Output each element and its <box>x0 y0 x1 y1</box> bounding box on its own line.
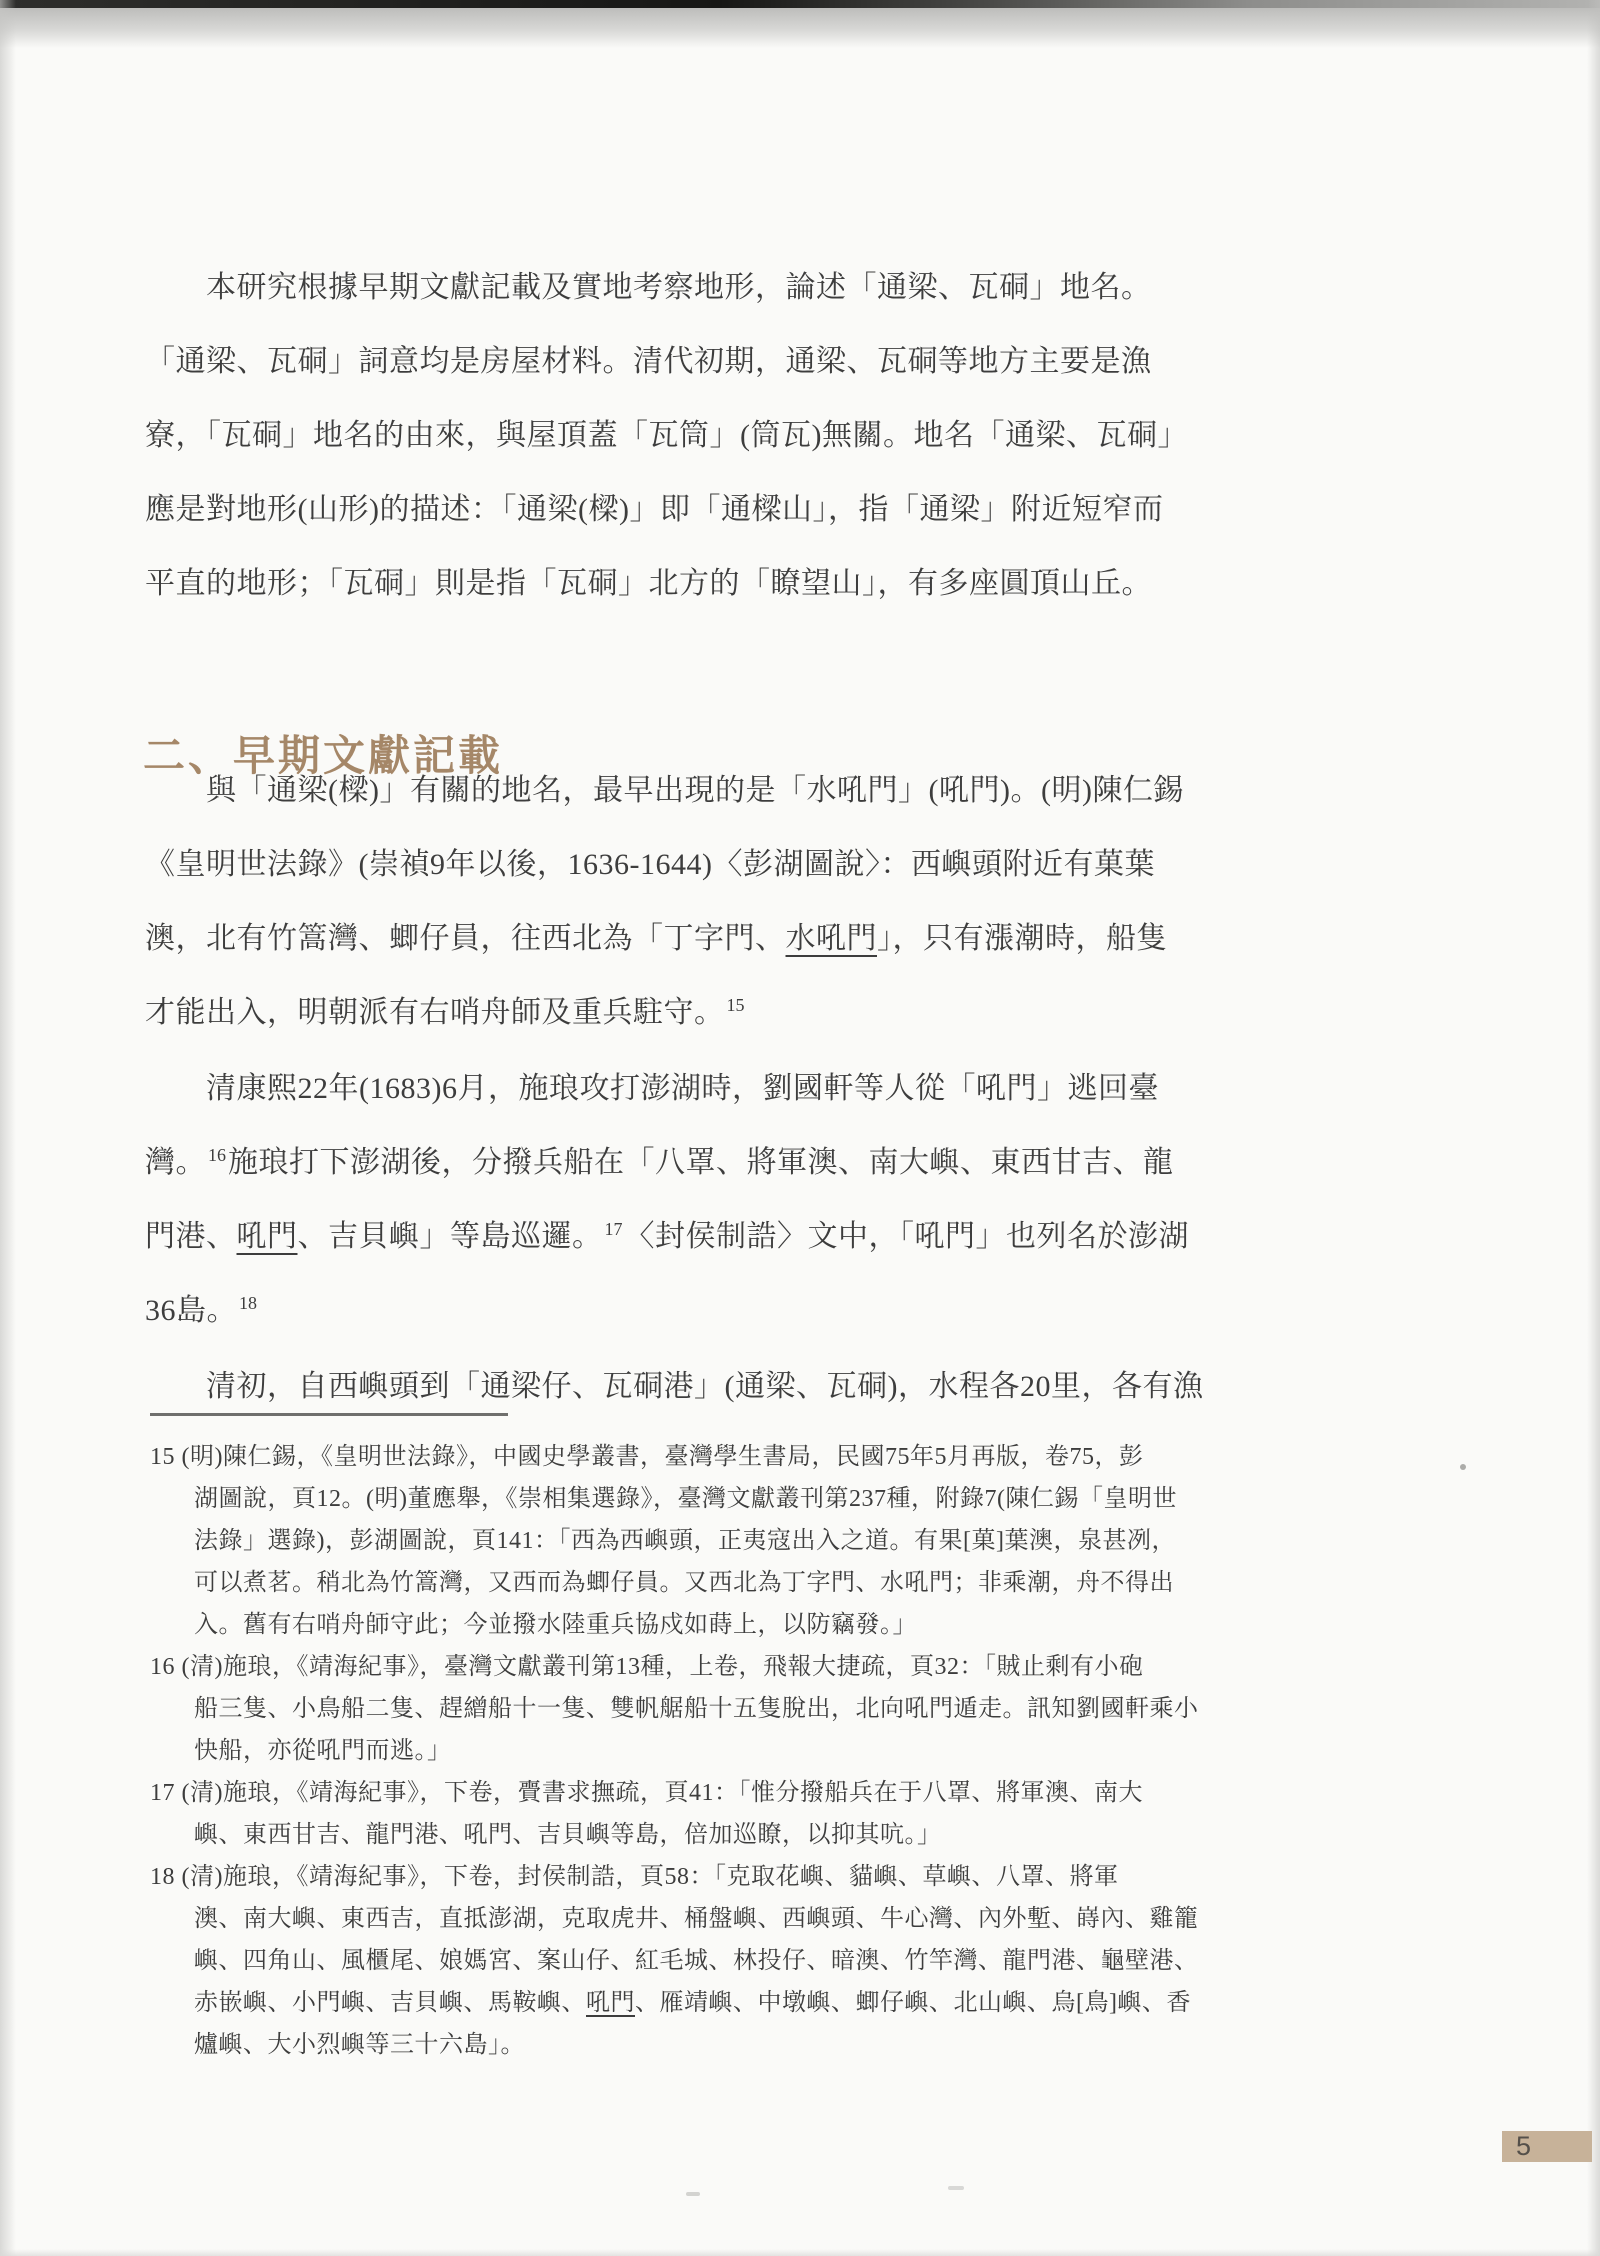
text-segment: 赤嵌嶼、小門嶼、吉貝嶼、馬鞍嶼、 <box>194 1990 586 2016</box>
text-segment: 應是對地形(山形)的描述：「通梁(樑)」即「通樑山」，指「通梁」附近短窄而 <box>145 493 1164 526</box>
text-segment: 才能出入，明朝派有右哨舟師及重兵駐守。 <box>145 996 725 1029</box>
text-segment: 灣。 <box>145 1146 206 1179</box>
text-line <box>194 1982 1480 2024</box>
text-segment: 爐嶼、大小烈嶼等三十六島」。 <box>194 2032 525 2058</box>
text-segment: 湖圖說，頁12。(明)董應舉，《崇相集選錄》，臺灣文獻叢刊第237種，附錄7(陳仁錫「皇明世 <box>194 1486 1177 1512</box>
scan-edge-right-shadow <box>1587 0 1600 2256</box>
footnote-separator <box>150 1413 508 1416</box>
text-segment: 36島。 <box>145 1294 237 1327</box>
text-segment: 可以煮茗。稍北為竹篙灣，又西而為蝍仔員。又西北為丁字門、水吼門；非乘潮，舟不得出 <box>194 1570 1174 1596</box>
text-line <box>145 251 1485 325</box>
footnotes-section <box>150 1436 1480 2066</box>
footnote-18 <box>150 1856 1480 2066</box>
text-line <box>150 1436 1480 1478</box>
footnote-16 <box>150 1646 1480 1772</box>
section-heading: 二、早期文獻記載 <box>143 731 504 779</box>
text-line <box>194 1688 1480 1730</box>
text-line <box>150 1856 1480 1898</box>
text-line <box>145 325 1485 399</box>
text-segment: 〈封侯制誥〉文中，「吼門」也列名於澎湖 <box>624 1220 1189 1253</box>
text-segment: 快船，亦從吼門而逃。」 <box>194 1738 452 1764</box>
text-line <box>145 1200 1485 1274</box>
text-segment: 法錄」選錄)，彭湖圖說，頁141：「西為西嶼頭，正夷寇出入之道。有果[菓]葉澳，泉甚冽， <box>194 1528 1176 1554</box>
text-line <box>145 473 1485 547</box>
scan-edge-top-shadow <box>0 8 1600 48</box>
text-segment: 18 (清)施琅，《靖海紀事》，下卷，封侯制誥，頁58：「克取花嶼、貓嶼、草嶼、八罩、將軍 <box>150 1864 1119 1890</box>
text-line <box>194 2024 1480 2066</box>
text-segment: 17 (清)施琅，《靖海紀事》，下卷，賷書求撫疏，頁41：「惟分撥船兵在于八罩、將軍澳、南大 <box>150 1780 1143 1806</box>
text-segment: 清康熙22年(1683)6月，施琅攻打澎湖時，劉國軒等人從「吼門」逃回臺 <box>206 1072 1159 1105</box>
text-segment: 寮，「瓦硐」地名的由來，與屋頂蓋「瓦筒」(筒瓦)無關。地名「通梁、瓦硐」 <box>145 419 1188 452</box>
text-line <box>194 1478 1480 1520</box>
paragraph-shilang <box>145 1052 1485 1348</box>
text-line <box>145 1126 1485 1200</box>
page-number: 5 <box>1516 2131 1532 2161</box>
text-line <box>150 1646 1480 1688</box>
text-line <box>145 976 1485 1050</box>
text-line <box>194 1520 1480 1562</box>
text-line <box>194 1562 1480 1604</box>
text-segment: 、吉貝嶼」等島巡邏。 <box>297 1220 603 1253</box>
text-segment: 本研究根據早期文獻記載及實地考察地形，論述「通梁、瓦硐」地名。 <box>206 271 1152 304</box>
text-segment: 與「通梁(樑)」有關的地名，最早出現的是「水吼門」(吼門)。(明)陳仁錫 <box>206 774 1184 807</box>
text-segment: 清初，自西嶼頭到「通梁仔、瓦硐港」(通梁、瓦硐)，水程各20里，各有漁 <box>206 1370 1204 1403</box>
text-segment: 澳、南大嶼、東西吉，直抵澎湖，克取虎井、桶盤嶼、西嶼頭、牛心灣、內外塹、嵵內、雞籠 <box>194 1906 1199 1932</box>
text-line <box>194 1814 1480 1856</box>
text-line <box>145 754 1485 828</box>
scan-edge-left-shadow <box>0 0 16 2256</box>
text-line <box>145 399 1485 473</box>
scan-edge-bottom-shadow <box>0 2249 1600 2256</box>
paragraph-early-records <box>145 754 1485 1050</box>
underlined-place-name: 水吼門 <box>785 922 877 955</box>
text-line <box>194 1940 1480 1982</box>
text-segment: 嶼、四角山、風櫃尾、娘媽宮、案山仔、紅毛城、林投仔、暗澳、竹竿灣、龍門港、龜壁港、 <box>194 1948 1199 1974</box>
text-line <box>145 902 1485 976</box>
text-segment: 」，只有漲潮時，船隻 <box>877 922 1167 955</box>
text-segment: 15 (明)陳仁錫，《皇明世法錄》，中國史學叢書，臺灣學生書局，民國75年5月再版，卷75，彭 <box>150 1444 1144 1470</box>
footnote-15 <box>150 1436 1480 1646</box>
page-number-badge <box>1502 2131 1592 2162</box>
text-line <box>145 828 1485 902</box>
footnote-reference: 16 <box>208 1145 226 1165</box>
footnote-reference: 18 <box>239 1293 257 1313</box>
text-segment: 平直的地形；「瓦硐」則是指「瓦硐」北方的「瞭望山」，有多座圓頂山丘。 <box>145 567 1152 600</box>
text-line <box>150 1772 1480 1814</box>
text-segment: 澳，北有竹篙灣、蝍仔員，往西北為「丁字門、 <box>145 922 786 955</box>
text-segment: 16 (清)施琅，《靖海紀事》，臺灣文獻叢刊第13種，上卷，飛報大捷疏，頁32：「賊止剩有小砲 <box>150 1654 1144 1680</box>
underlined-place-name: 吼門 <box>236 1220 298 1253</box>
text-segment: 門港、 <box>145 1220 237 1253</box>
text-segment: 《皇明世法錄》(崇禎9年以後，1636-1644)〈彭湖圖說〉：西嶼頭附近有菓葉 <box>145 848 1155 881</box>
text-segment: 入。舊有右哨舟師守此；今並撥水陸重兵協戍如蒔上，以防竊發。」 <box>194 1612 917 1638</box>
text-line <box>194 1898 1480 1940</box>
text-segment: 「通梁、瓦硐」詞意均是房屋材料。清代初期，通梁、瓦硐等地方主要是漁 <box>145 345 1152 378</box>
text-line <box>145 547 1485 621</box>
text-segment: 嶼、東西甘吉、龍門港、吼門、吉貝嶼等島，倍加巡瞭，以抑其吭。」 <box>194 1822 942 1848</box>
text-segment: 、雁靖嶼、中墩嶼、蝍仔嶼、北山嶼、烏[鳥]嶼、香 <box>635 1990 1191 2016</box>
scan-speck <box>948 2186 964 2190</box>
text-line <box>145 1052 1485 1126</box>
text-line <box>194 1604 1480 1646</box>
text-segment: 施琅打下澎湖後，分撥兵船在「八罩、將軍澳、南大嶼、東西甘吉、龍 <box>228 1146 1174 1179</box>
scan-speck <box>686 2192 700 2196</box>
footnote-17 <box>150 1772 1480 1856</box>
paragraph-intro <box>145 251 1485 621</box>
underlined-place-name: 吼門 <box>586 1990 635 2016</box>
text-line <box>145 1274 1485 1348</box>
text-segment: 船三隻、小鳥船二隻、趕繒船十一隻、雙帆艍船十五隻脫出，北向吼門遁走。訊知劉國軒乘小 <box>194 1696 1199 1722</box>
text-line <box>194 1730 1480 1772</box>
footnote-reference: 17 <box>604 1219 623 1239</box>
footnote-reference: 15 <box>726 995 745 1015</box>
